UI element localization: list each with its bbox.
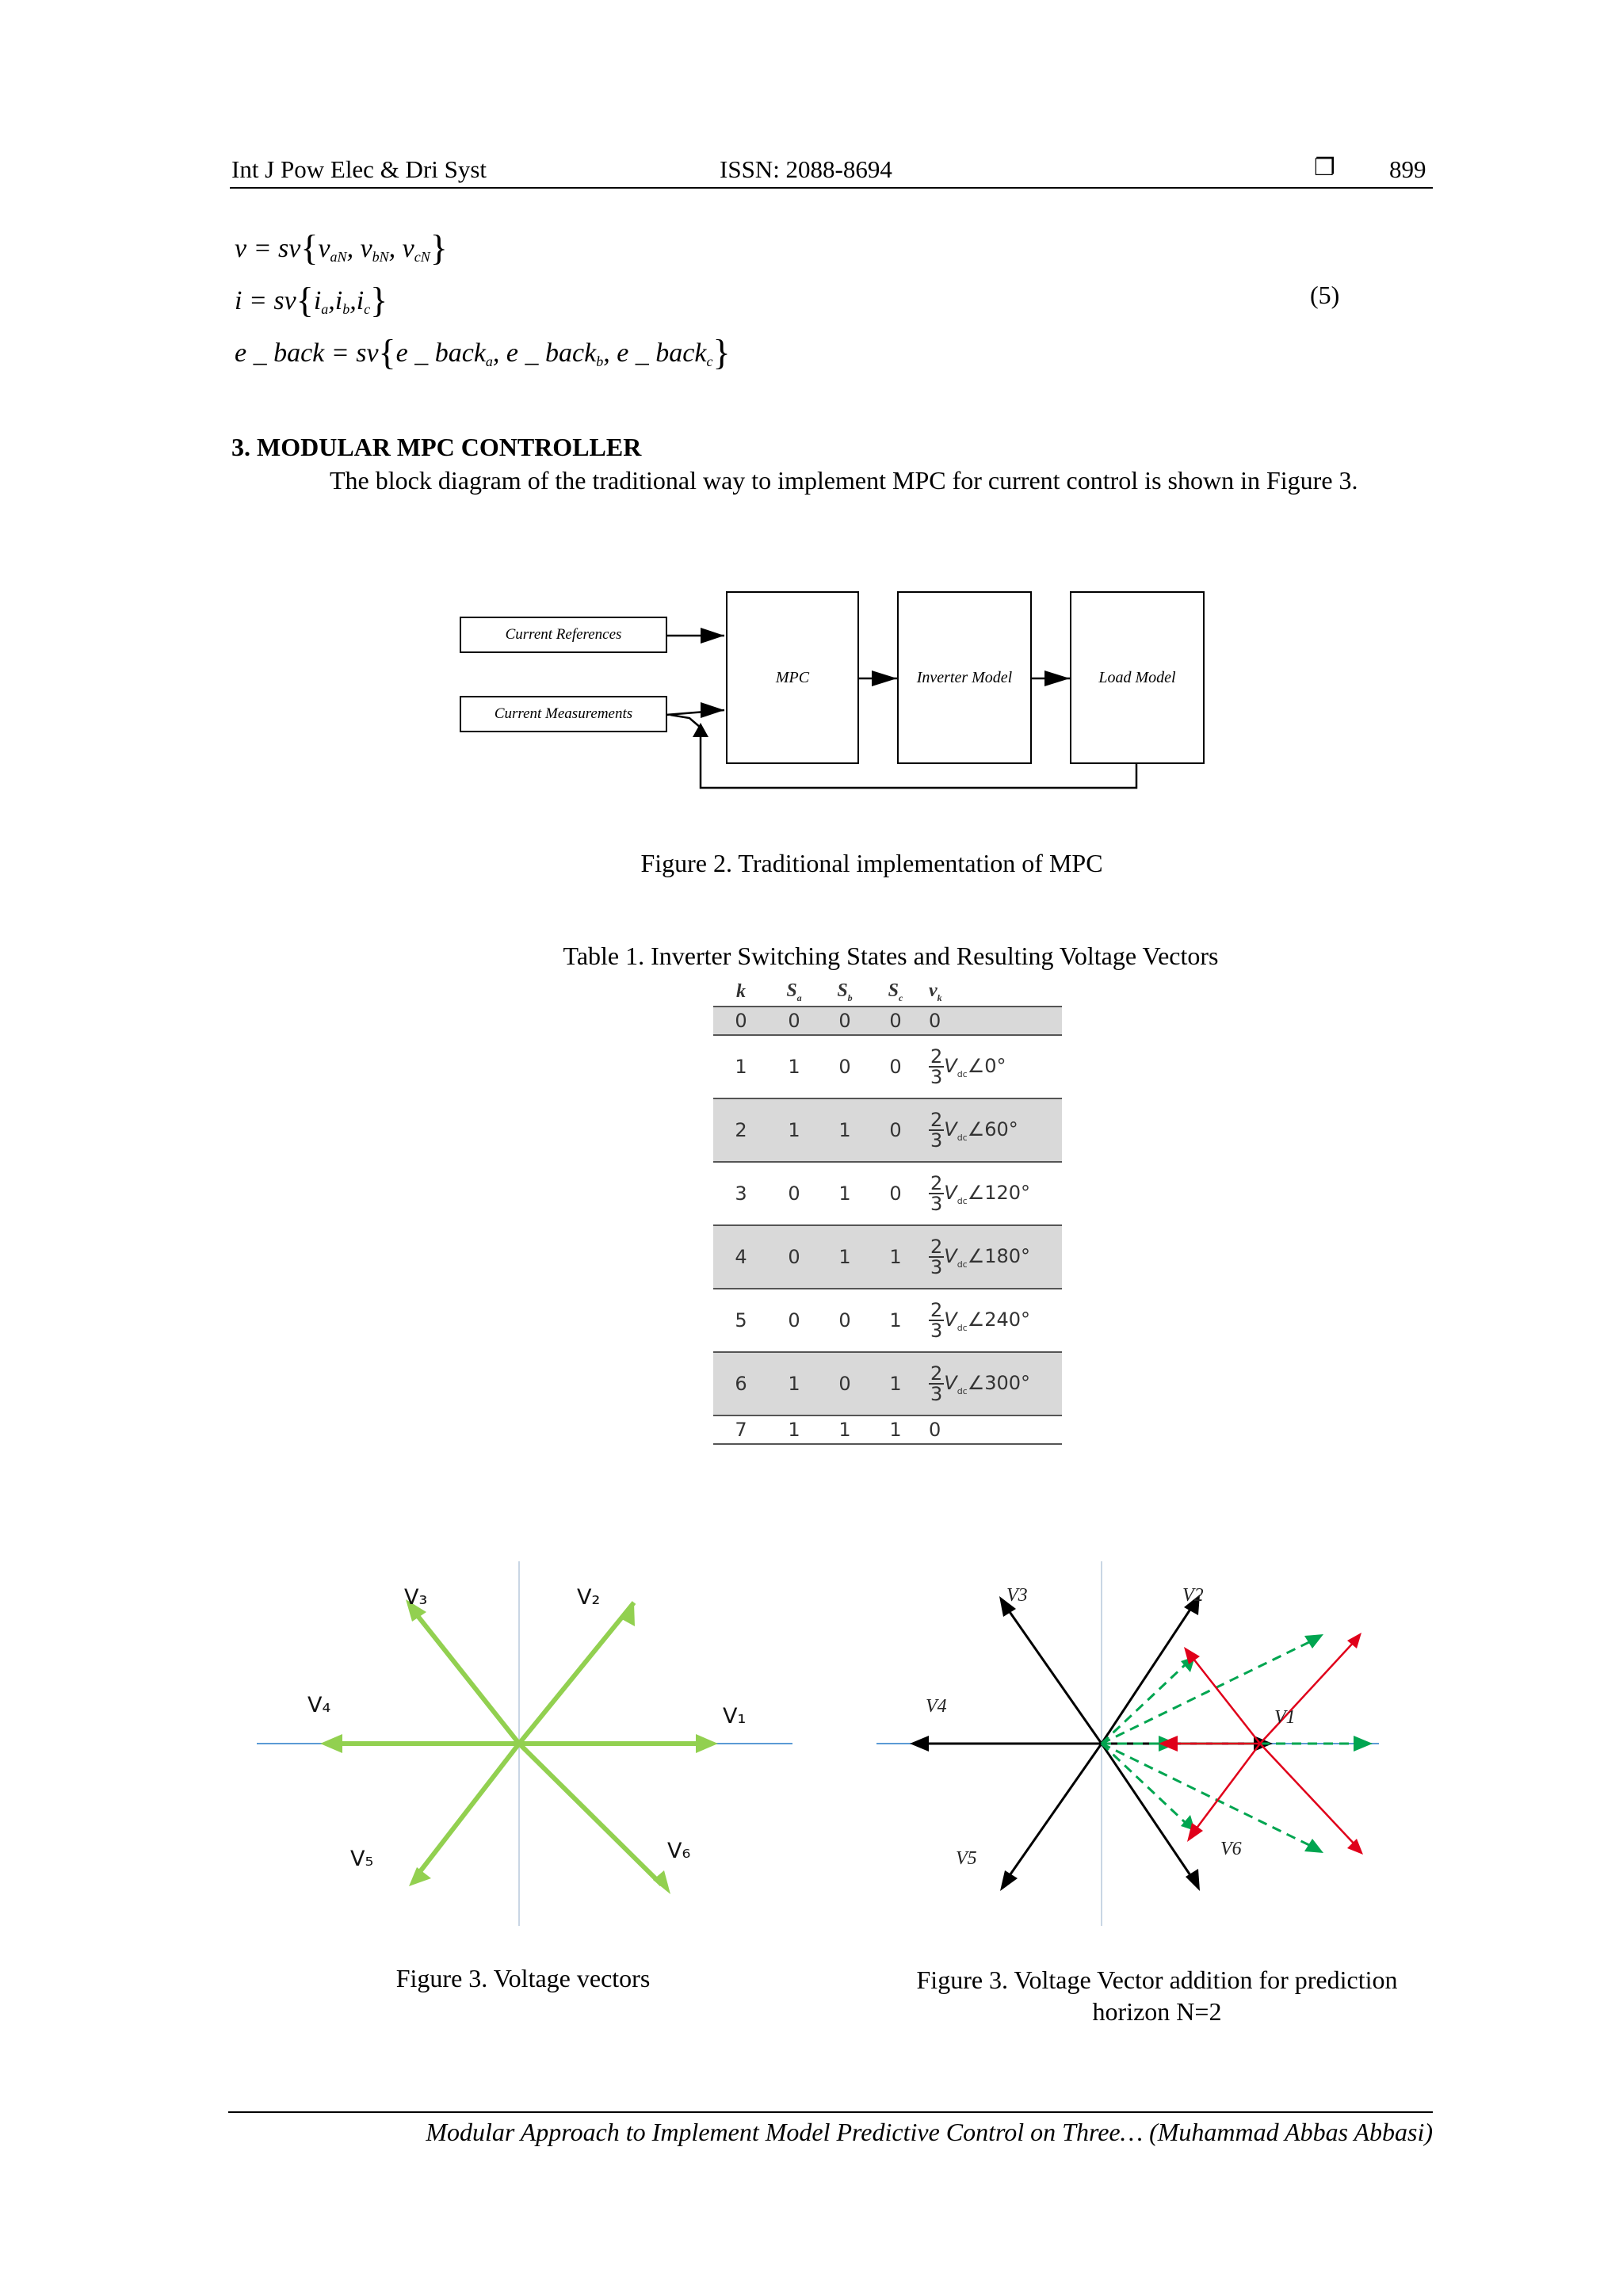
cell-sc: 1: [889, 1373, 902, 1395]
green-arrowhead: [1304, 1634, 1323, 1648]
v6-arrowhead: [653, 1870, 670, 1894]
vector-v2: [1102, 1606, 1193, 1744]
inverter-model-block: Inverter Model: [897, 591, 1032, 764]
label-v3: V3: [1006, 1585, 1028, 1606]
cell-sc: 1: [889, 1419, 902, 1441]
section-heading: 3. MODULAR MPC CONTROLLER: [231, 433, 642, 461]
mpc-block: MPC: [726, 591, 859, 764]
figure-3-right-caption: [832, 1964, 1482, 2027]
voltage-vectors-svg: [246, 1553, 800, 1934]
cell-sc: 0: [889, 1010, 902, 1032]
label-v5: V₅: [350, 1847, 374, 1871]
cell-sa: 0: [788, 1246, 800, 1268]
cell-k: 6: [735, 1373, 747, 1395]
v5-arrowhead: [1000, 1870, 1018, 1891]
cell-sb: 1: [838, 1419, 851, 1441]
label-v2: V2: [1182, 1585, 1204, 1606]
cell-vk: $\frac{2}{3}$ $V_{dc}\angle 240^\circ$: [930, 1299, 1031, 1342]
cell-sc: 1: [889, 1246, 902, 1268]
vector-v3: [1006, 1607, 1102, 1744]
table-row: [713, 1007, 1062, 1035]
equation-e-back: e _ back = sv{e _ back$_a$, e _ back$_b$, e _ back$_c$}: [235, 332, 731, 372]
label-v1: V1: [1274, 1707, 1296, 1728]
header-rule: [230, 187, 1433, 189]
cell-vk: 0: [929, 1419, 941, 1441]
red-arrowhead: [1347, 1839, 1363, 1855]
table-row: [713, 1352, 1062, 1415]
table-row: [713, 1098, 1062, 1162]
green-sum-v3: [1102, 1664, 1186, 1744]
table-row: [713, 1289, 1062, 1352]
current-measurements-box: Current Measurements: [460, 696, 667, 732]
equation-i: $i = sv\{i_a,i_b,i_c\}$: [235, 280, 388, 320]
label-v2: V₂: [577, 1585, 601, 1610]
switching-table: [713, 978, 1062, 1445]
page-number: 899: [1389, 155, 1426, 183]
cell-vk: 0: [929, 1010, 941, 1032]
vector-v5: [1006, 1744, 1102, 1880]
label-v3: V₃: [404, 1585, 428, 1610]
voltage-vectors-figure: [246, 1553, 800, 1934]
green-arrowhead: [1304, 1839, 1323, 1853]
cell-sc: 0: [889, 1119, 902, 1141]
cell-sc: 0: [889, 1056, 902, 1078]
vector-addition-figure: [872, 1553, 1426, 1934]
cell-vk: $\frac{2}{3}$ $V_{dc}\angle 300^\circ$: [930, 1362, 1031, 1405]
header-sa: $S_a$: [786, 980, 802, 1003]
header-vk: $v_k$: [929, 980, 942, 1003]
header-sc: $S_c$: [888, 980, 903, 1003]
header-k: k: [736, 981, 746, 1002]
cell-vk: $\frac{2}{3}$ $V_{dc}\angle 0^\circ$: [930, 1045, 1006, 1088]
cell-k: 4: [735, 1246, 747, 1268]
box-icon: ❐: [1314, 154, 1335, 181]
vector-v5: [416, 1744, 519, 1877]
footer-text: Modular Approach to Implement Model Predictive Control on Three… (Muhammad Abbas Abbasi): [426, 2118, 1433, 2146]
cell-sa: 1: [788, 1419, 800, 1441]
cell-k: 2: [735, 1119, 747, 1141]
caption-line-2: horizon N=2: [1092, 1997, 1222, 2026]
red-v1-v3: [1190, 1655, 1260, 1744]
cell-sa: 1: [788, 1056, 800, 1078]
red-v1-v5: [1193, 1744, 1260, 1832]
cell-sa: 1: [788, 1373, 800, 1395]
cell-sa: 0: [788, 1309, 800, 1331]
cell-k: 7: [735, 1419, 747, 1441]
vector-v3: [412, 1609, 519, 1744]
table-header-row: [713, 978, 1062, 1007]
vector-addition-svg: [872, 1553, 1426, 1934]
table-row: [713, 1415, 1062, 1444]
load-model-block: Load Model: [1070, 591, 1205, 764]
table-row: [713, 1162, 1062, 1225]
table-1-caption: Table 1. Inverter Switching States and Resulting Voltage Vectors: [563, 942, 1219, 970]
footer-rule: [228, 2111, 1433, 2113]
cell-k: 1: [735, 1056, 747, 1078]
current-references-box: Current References: [460, 617, 667, 653]
label-v5: V5: [956, 1848, 977, 1869]
label-v4: V4: [926, 1696, 947, 1717]
cell-sb: 0: [838, 1056, 851, 1078]
green-sum-v5: [1102, 1744, 1186, 1823]
cell-vk: $\frac{2}{3}$ $V_{dc}\angle 120^\circ$: [930, 1172, 1031, 1215]
cell-vk: $\frac{2}{3}$ $V_{dc}\angle 60^\circ$: [930, 1109, 1018, 1152]
green-sum-v6: [1102, 1744, 1312, 1847]
label-v6: V6: [1220, 1839, 1242, 1859]
cell-sa: 0: [788, 1010, 800, 1032]
figure-3-left-caption: Figure 3. Voltage vectors: [395, 1964, 651, 1992]
cell-sc: 1: [889, 1309, 902, 1331]
cell-k: 5: [735, 1309, 747, 1331]
red-v1-v6: [1260, 1744, 1357, 1847]
figure-2-caption: Figure 2. Traditional implementation of MPC: [640, 849, 1103, 877]
section-paragraph: The block diagram of the traditional way to implement MPC for current control is shown in Figure 3.: [330, 466, 1358, 495]
v4-arrowhead: [910, 1736, 929, 1752]
v1-arrowhead: [696, 1734, 718, 1753]
table-row: [713, 1225, 1062, 1289]
cell-k: 0: [735, 1010, 747, 1032]
cell-k: 3: [735, 1182, 747, 1205]
v4-arrowhead: [320, 1734, 342, 1753]
caption-line-1: Figure 3. Voltage Vector addition for prediction: [916, 1966, 1398, 1994]
vector-v6: [519, 1744, 662, 1885]
header-sb: $S_b$: [837, 980, 853, 1003]
cell-vk: $\frac{2}{3}$ $V_{dc}\angle 180^\circ$: [930, 1236, 1031, 1278]
cell-sb: 1: [838, 1119, 851, 1141]
equation-v: $v = sv\{v_{aN}$, $v_{bN}$, $v_{cN}$}: [235, 227, 448, 268]
cell-sc: 0: [889, 1182, 902, 1205]
cell-sa: 0: [788, 1182, 800, 1205]
v5-arrowhead: [409, 1867, 431, 1886]
green-arrowhead: [1354, 1736, 1373, 1752]
label-v4: V₄: [307, 1693, 331, 1717]
equation-number: (5): [1310, 281, 1340, 309]
issn: ISSN: 2088-8694: [720, 155, 892, 183]
label-v6: V₆: [667, 1839, 691, 1863]
cell-sb: 1: [838, 1182, 851, 1205]
cell-sb: 0: [838, 1010, 851, 1032]
label-v1: V₁: [723, 1704, 747, 1729]
cell-sb: 0: [838, 1373, 851, 1395]
cell-sa: 1: [788, 1119, 800, 1141]
table-row: [713, 1035, 1062, 1098]
journal-name: Int J Pow Elec & Dri Syst: [231, 155, 487, 183]
cell-sb: 1: [838, 1246, 851, 1268]
vector-v2: [519, 1603, 634, 1744]
vector-v6: [1102, 1744, 1193, 1880]
cell-sb: 0: [838, 1309, 851, 1331]
